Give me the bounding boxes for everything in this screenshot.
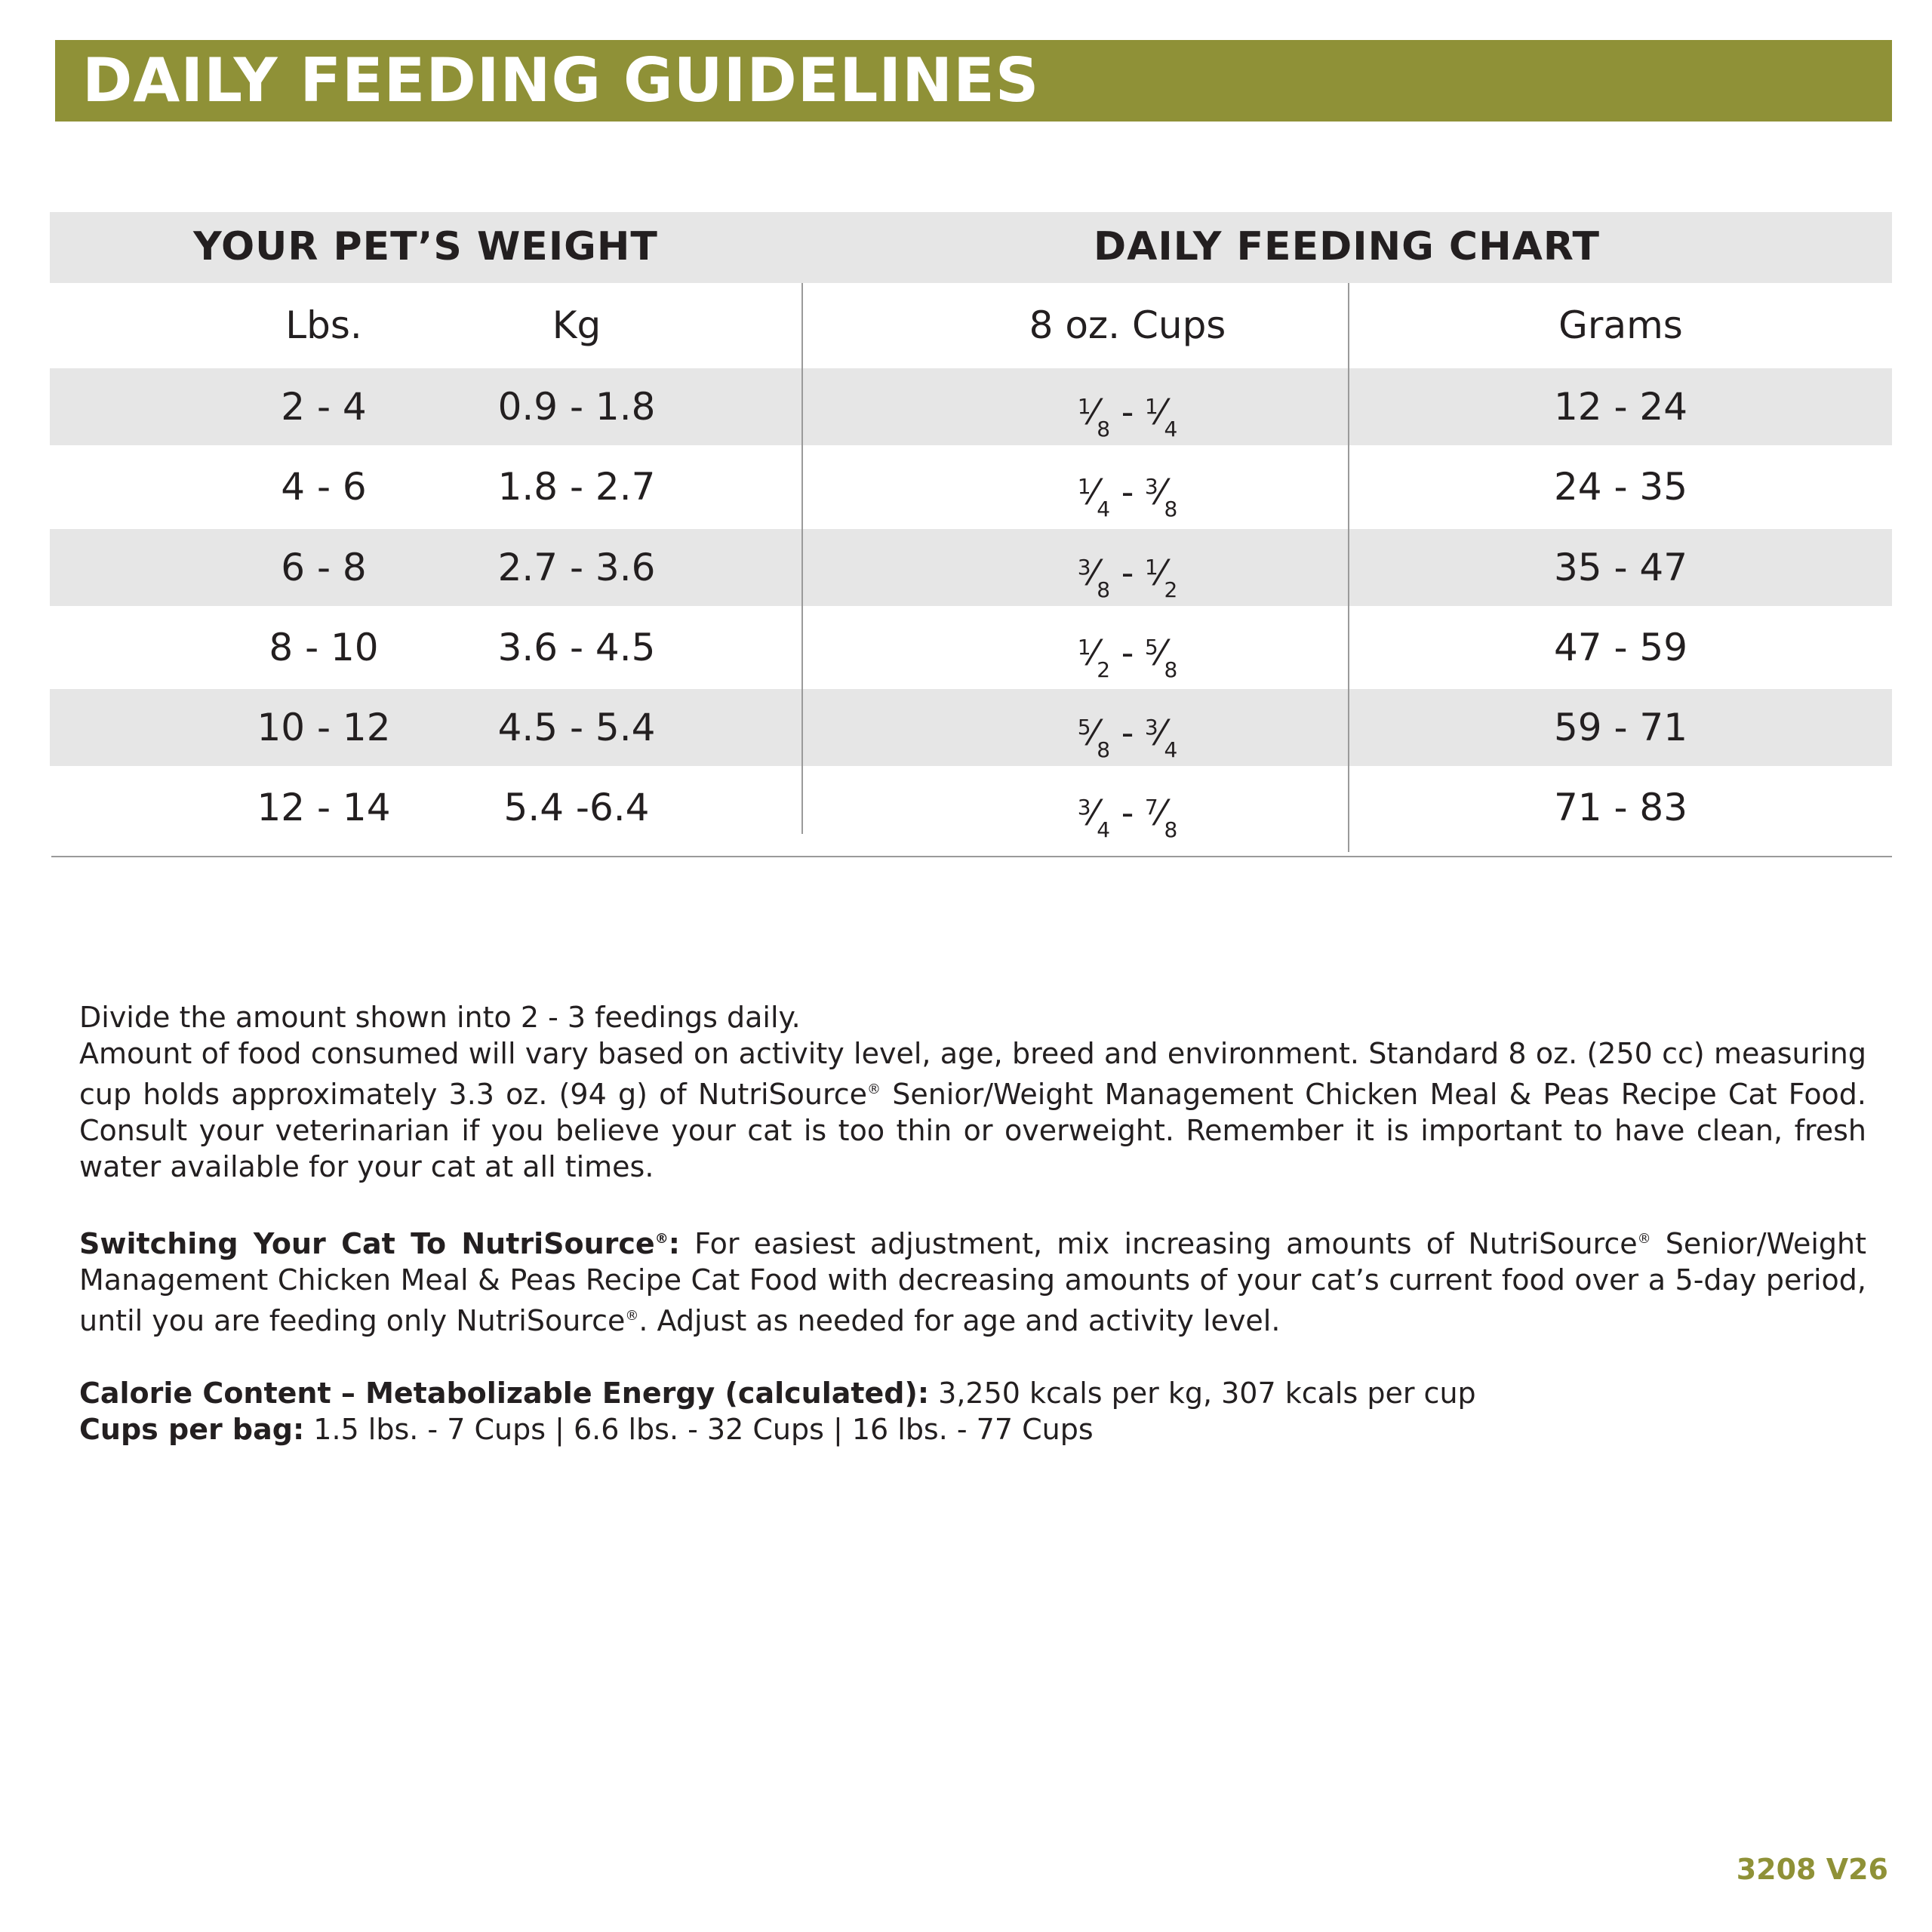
page-title: DAILY FEEDING GUIDELINES [82,45,1040,115]
switching-note: Switching Your Cat To NutriSource®: For easiest adjustment, mix increasing amounts of NutriSource® Senior/Weight Management Chicken Meal & Peas Recipe Cat Food with decreasing amounts of your cat’s current food over a 5-day period, until you are feeding only NutriSource®. Adjust as needed for age and activity level. [79,1227,1866,1337]
divide-note: Divide the amount shown into 2 - 3 feedings daily. [79,1001,801,1034]
cell-grams: 47 - 59 [1553,626,1688,669]
cell-lbs: 10 - 12 [257,706,391,749]
cell-cups: $^3⁄_8$ - $^1⁄_2$ [1077,552,1178,602]
cell-kg: 4.5 - 5.4 [497,706,656,749]
group-header-feeding-chart: DAILY FEEDING CHART [1093,224,1601,269]
registered-mark: ® [867,1081,881,1097]
cell-kg: 3.6 - 4.5 [497,626,656,669]
cell-lbs: 12 - 14 [257,786,391,829]
cell-cups: $^5⁄_8$ - $^3⁄_4$ [1077,712,1178,762]
switching-label: Switching Your Cat To NutriSource®: [79,1227,680,1260]
cell-grams: 12 - 24 [1553,385,1688,429]
cell-lbs: 6 - 8 [281,546,367,589]
title-banner [55,40,1892,122]
cell-kg: 0.9 - 1.8 [497,385,656,429]
calorie-content: Calorie Content – Metabolizable Energy (calculated): 3,250 kcals per kg, 307 kcals per cup [79,1377,1476,1410]
cell-cups: $^1⁄_4$ - $^3⁄_8$ [1077,472,1178,521]
cell-kg: 2.7 - 3.6 [497,546,656,589]
column-header-grams: Grams [1558,303,1683,347]
cell-lbs: 2 - 4 [281,385,367,429]
cell-kg: 1.8 - 2.7 [497,465,656,509]
cell-lbs: 8 - 10 [269,626,379,669]
cell-grams: 71 - 83 [1553,786,1688,829]
cell-cups: $^1⁄_2$ - $^5⁄_8$ [1077,632,1178,682]
cell-grams: 35 - 47 [1553,546,1688,589]
cell-grams: 59 - 71 [1553,706,1688,749]
group-header-weight: YOUR PET’S WEIGHT [193,224,658,269]
column-header-cups: 8 oz. Cups [1029,303,1226,347]
cell-cups: $^1⁄_8$ - $^1⁄_4$ [1077,392,1178,441]
table-bottom-rule [51,856,1892,857]
amount-note: Amount of food consumed will vary based on activity level, age, breed and environment. Standard 8 oz. (250 cc) measuring cup holds approximately 3.3 oz. (94 g) of NutriSource® Senior/Weight Management Chicken Meal & Peas Recipe Cat Food. Consult your veterinarian if you believe your cat is too thin or overweight. Remember it is important to have clean, fresh water available for your cat at all times. [79,1037,1867,1183]
product-code: 3208 V26 [1736,1853,1888,1886]
feeding-table [50,212,1892,857]
cell-lbs: 4 - 6 [281,465,367,509]
column-header-kg: Kg [552,303,601,347]
cups-per-bag: Cups per bag: 1.5 lbs. - 7 Cups | 6.6 lbs. - 32 Cups | 16 lbs. - 77 Cups [79,1413,1094,1446]
cell-cups: $^3⁄_4$ - $^7⁄_8$ [1077,792,1178,842]
column-header-lbs: Lbs. [285,303,362,347]
feeding-notes [79,999,1866,1447]
cell-kg: 5.4 -6.4 [503,786,650,829]
cell-grams: 24 - 35 [1553,465,1688,509]
